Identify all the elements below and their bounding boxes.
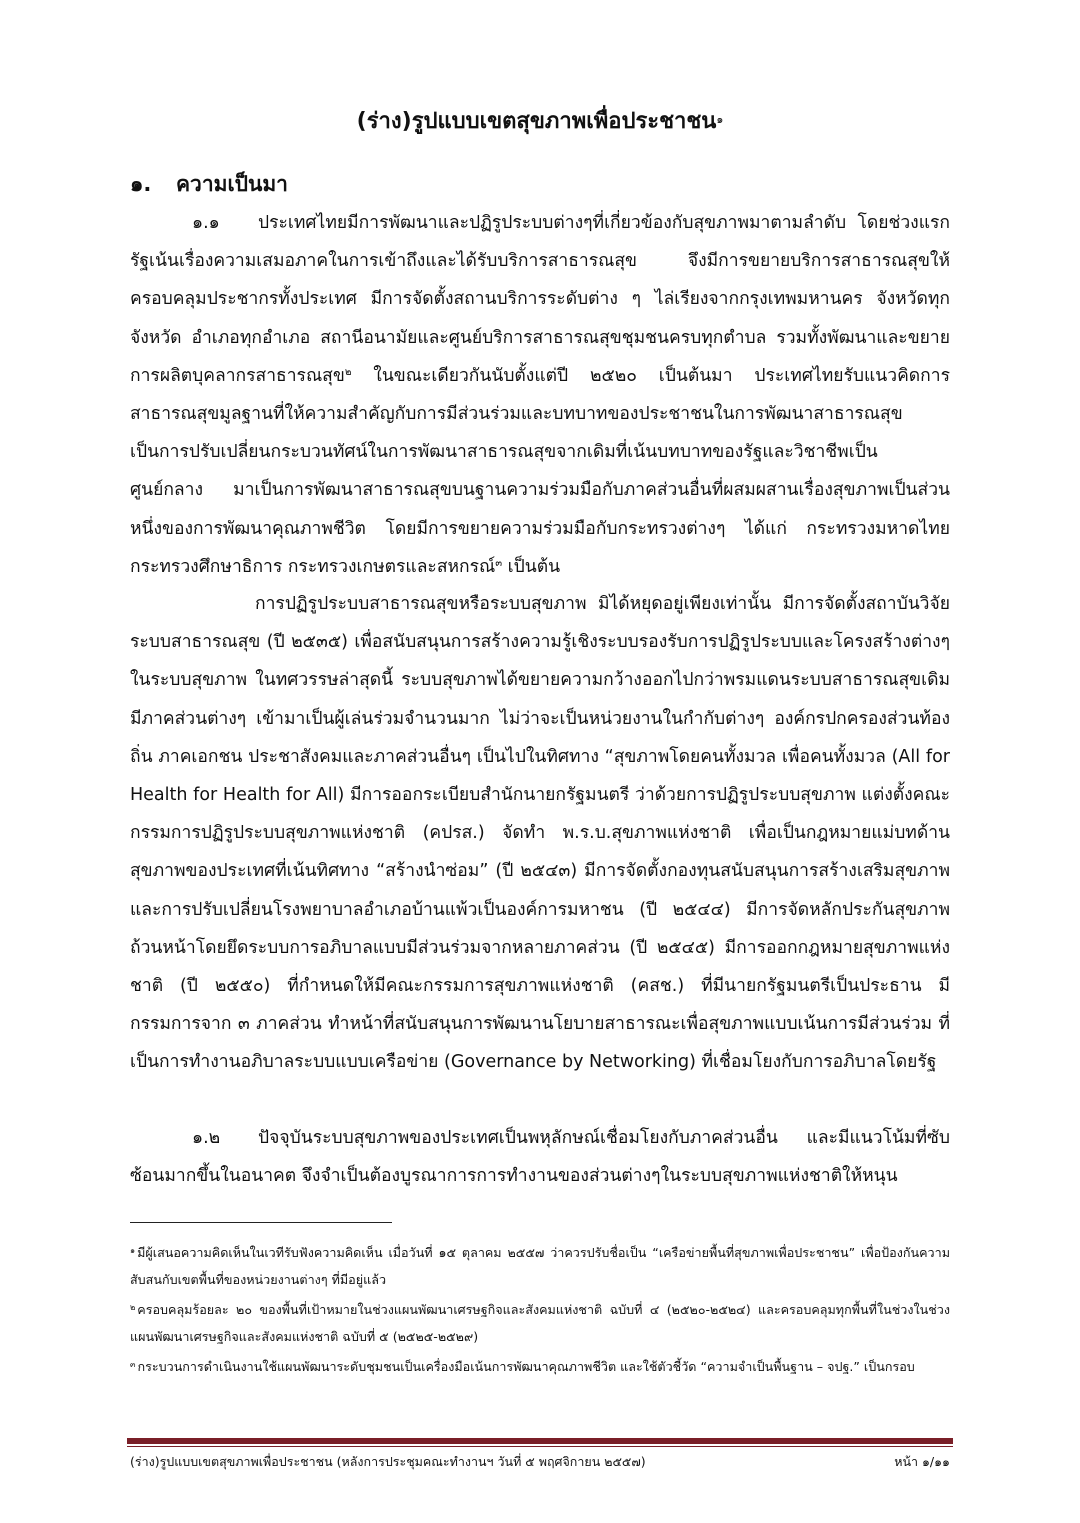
body-paragraph-1-2 bbox=[130, 1119, 950, 1195]
paragraph-text: การปฏิรูประบบสาธารณสุขหรือระบบสุขภาพ มิได้หยุดอยู่เพียงเท่านั้น มีการจัดตั้งสถาบันวิจัยระบบสาธารณสุข (ปี ๒๕๓๕) เพื่อสนับสนุนการสร้างความรู้เชิงระบบรองรับการปฏิรูประบบและโครงสร้างต่างๆในระบบสุขภาพ ในทศวรรษล่าสุดนี้ ระบบสุขภาพได้ขยายความกว้างออกไปกว่าพรมแดนระบบสาธารณสุขเดิม มีภาคส่วนต่างๆ เข้ามาเป็นผู้เล่นร่วมจำนวนมาก ไม่ว่าจะเป็นหน่วยงานในกำกับต่างๆ องค์กรปกครองส่วนท้องถิ่น ภาคเอกชน ประชาสังคมและภาคส่วนอื่นๆ เป็นไปในทิศทาง “สุขภาพโดยคนทั้งมวล เพื่อคนทั้งมวล (All for Health for Health for All) มีการออกระเบียบสำนักนายกรัฐมนตรี ว่าด้วยการปฏิรูประบบสุขภาพ แต่งตั้งคณะกรรมการปฏิรูประบบสุขภาพแห่งชาติ (คปรส.) จัดทำ พ.ร.บ.สุขภาพแห่งชาติ เพื่อเป็นกฎหมายแม่บทด้านสุขภาพของประเทศที่เน้นทิศทาง “สร้างนำซ่อม” (ปี ๒๕๔๓) มีการจัดตั้งกองทุนสนับสนุนการสร้างเสริมสุขภาพ และการปรับเปลี่ยนโรงพยาบาลอำเภอบ้านแพ้วเป็นองค์การมหาชน (ปี ๒๕๔๔) มีการจัดหลักประกันสุขภาพถ้วนหน้าโดยยึดระบบการอภิบาลแบบมีส่วนร่วมจากหลายภาคส่วน (ปี ๒๕๔๕) มีการออกกฎหมายสุขภาพแห่งชาติ (ปี ๒๕๕๐) ที่กำหนดให้มีคณะกรรมการสุขภาพแห่งชาติ (คสช.) ที่มีนายกรัฐมนตรีเป็นประธาน มีกรรมการจาก ๓ ภาคส่วน ทำหน้าที่สนับสนุนการพัฒนานโยบายสาธารณะเพื่อสุขภาพแบบเน้นการมีส่วนร่วม ที่เป็นการทำงานอภิบาลระบบแบบเครือข่าย (Governance by Networking) ที่เชื่อมโยงกับการอภิบาลโดยรัฐ bbox=[130, 594, 950, 1073]
footnote-text: กระบวนการดำเนินงานใช้แผนพัฒนาระดับชุมชนเป็นเครื่องมือเน้นการพัฒนาคุณภาพชีวิต และใช้ตัวชี้วัด “ความจำเป็นพื้นฐาน – จปฐ.” เป็นกรอบ bbox=[137, 1359, 915, 1374]
footnotes bbox=[130, 1240, 950, 1385]
footnote-text: มีผู้เสนอความคิดเห็นในเวทีรับฟังความคิดเห็น เมื่อวันที่ ๑๕ ตุลาคม ๒๕๕๗ ว่าควรปรับชื่อเป็น “เครือข่ายพื้นที่สุขภาพเพื่อประชาชน” เพื่อป้องกันความสับสนกับเขตพื้นที่ของหน่วยงานต่างๆ ที่มีอยู่แล้ว bbox=[130, 1245, 950, 1287]
footnote-mark-3: ๓ bbox=[495, 557, 503, 569]
footnote-mark: ๑ bbox=[130, 1246, 136, 1255]
paragraph-text-a: ประเทศไทยมีการพัฒนาและปฏิรูประบบต่างๆที่เกี่ยวข้องกับสุขภาพมาตามลำดับ โดยช่วงแรก รัฐเน้นเรื่องความเสมอภาคในการเข้าถึงและได้รับบริการสาธารณสุข จึงมีการขยายบริการสาธารณสุขให้ครอบคลุมประชากรทั้งประเทศ มีการจัดตั้งสถานบริการระดับต่าง ๆ ไล่เรียงจากกรุงเทพมหานคร จังหวัดทุกจังหวัด อำเภอทุกอำเภอ สถานีอนามัยและศูนย์บริการสาธารณสุขชุมชนครบทุกตำบล รวมทั้งพัฒนาและขยายการผลิตบุคลากรสาธารณสุข bbox=[130, 213, 950, 386]
footnote-mark: ๓ bbox=[130, 1360, 136, 1369]
footer-rule-thick bbox=[127, 1438, 953, 1444]
footnote-mark: ๒ bbox=[130, 1303, 136, 1312]
section-number: ๑. bbox=[130, 172, 152, 196]
footnote-text: ครอบคลุมร้อยละ ๒๐ ของพื้นที่เป้าหมายในช่วงแผนพัฒนาเศรษฐกิจและสังคมแห่งชาติ ฉบับที่ ๔ (๒๕๒๐-๒๕๒๔) และครอบคลุมทุกพื้นที่ในช่วงในช่วงแผนพัฒนาเศรษฐกิจและสังคมแห่งชาติ ฉบับที่ ๕ (๒๕๒๕-๒๕๒๙) bbox=[130, 1302, 950, 1344]
title-text: (ร่าง)รูปแบบเขตสุขภาพเพื่อประชาชน bbox=[356, 109, 717, 134]
footnote-item bbox=[130, 1354, 950, 1381]
footnote-item bbox=[130, 1297, 950, 1350]
body-paragraph-1-1 bbox=[130, 204, 950, 586]
section-title: ความเป็นมา bbox=[176, 172, 288, 196]
footnote-item bbox=[130, 1240, 950, 1293]
footer-document-label: (ร่าง)รูปแบบเขตสุขภาพเพื่อประชาชน (หลังการประชุมคณะทำงานฯ วันที่ ๕ พฤศจิกายน ๒๕๕๗) bbox=[130, 1454, 646, 1469]
footer-rule-thin bbox=[127, 1446, 953, 1447]
page-footer bbox=[130, 1452, 950, 1472]
paragraph-text-b: ในขณะเดียวกันนับตั้งแต่ปี ๒๕๒๐ เป็นต้นมา ประเทศไทยรับแนวคิดการสาธารณสุขมูลฐานที่ให้ความสำคัญกับการมีส่วนร่วมและบทบาทของประชาชนในการพัฒนาสาธารณสุข เป็นการปรับเปลี่ยนกระบวนทัศน์ในการพัฒนาสาธารณสุขจากเดิมที่เน้นบทบาทของรัฐและวิชาชีพเป็นศูนย์กลาง มาเป็นการพัฒนาสาธารณสุขบนฐานความร่วมมือกับภาคส่วนอื่นที่ผสมผสานเรื่องสุขภาพเป็นส่วนหนึ่งของการพัฒนาคุณภาพชีวิต โดยมีการขยายความร่วมมือกับกระทรวงต่างๆ ได้แก่ กระทรวงมหาดไทย กระทรวงศึกษาธิการ กระทรวงเกษตรและสหกรณ์ bbox=[130, 365, 950, 577]
paragraph-text: ปัจจุบันระบบสุขภาพของประเทศเป็นพหุลักษณ์เชื่อมโยงกับภาคส่วนอื่น และมีแนวโน้มที่ซับซ้อนมากขึ้นในอนาคต จึงจำเป็นต้องบูรณาการการทำงานของส่วนต่างๆในระบบสุขภาพแห่งชาติให้หนุน bbox=[130, 1128, 950, 1187]
footer-page-number: หน้า ๑/๑๑ bbox=[894, 1454, 950, 1469]
document-title bbox=[0, 104, 1080, 140]
paragraph-number: ๑.๑ bbox=[192, 213, 220, 233]
paragraph-number: ๑.๒ bbox=[192, 1128, 221, 1148]
body-paragraph-1-1-continued bbox=[130, 585, 950, 1082]
title-footnote-mark: ๑ bbox=[716, 113, 724, 126]
paragraph-text-c: เป็นต้น bbox=[502, 556, 561, 577]
footnote-divider bbox=[130, 1222, 392, 1223]
footnote-mark-2: ๒ bbox=[344, 366, 352, 378]
section-heading bbox=[130, 166, 288, 202]
